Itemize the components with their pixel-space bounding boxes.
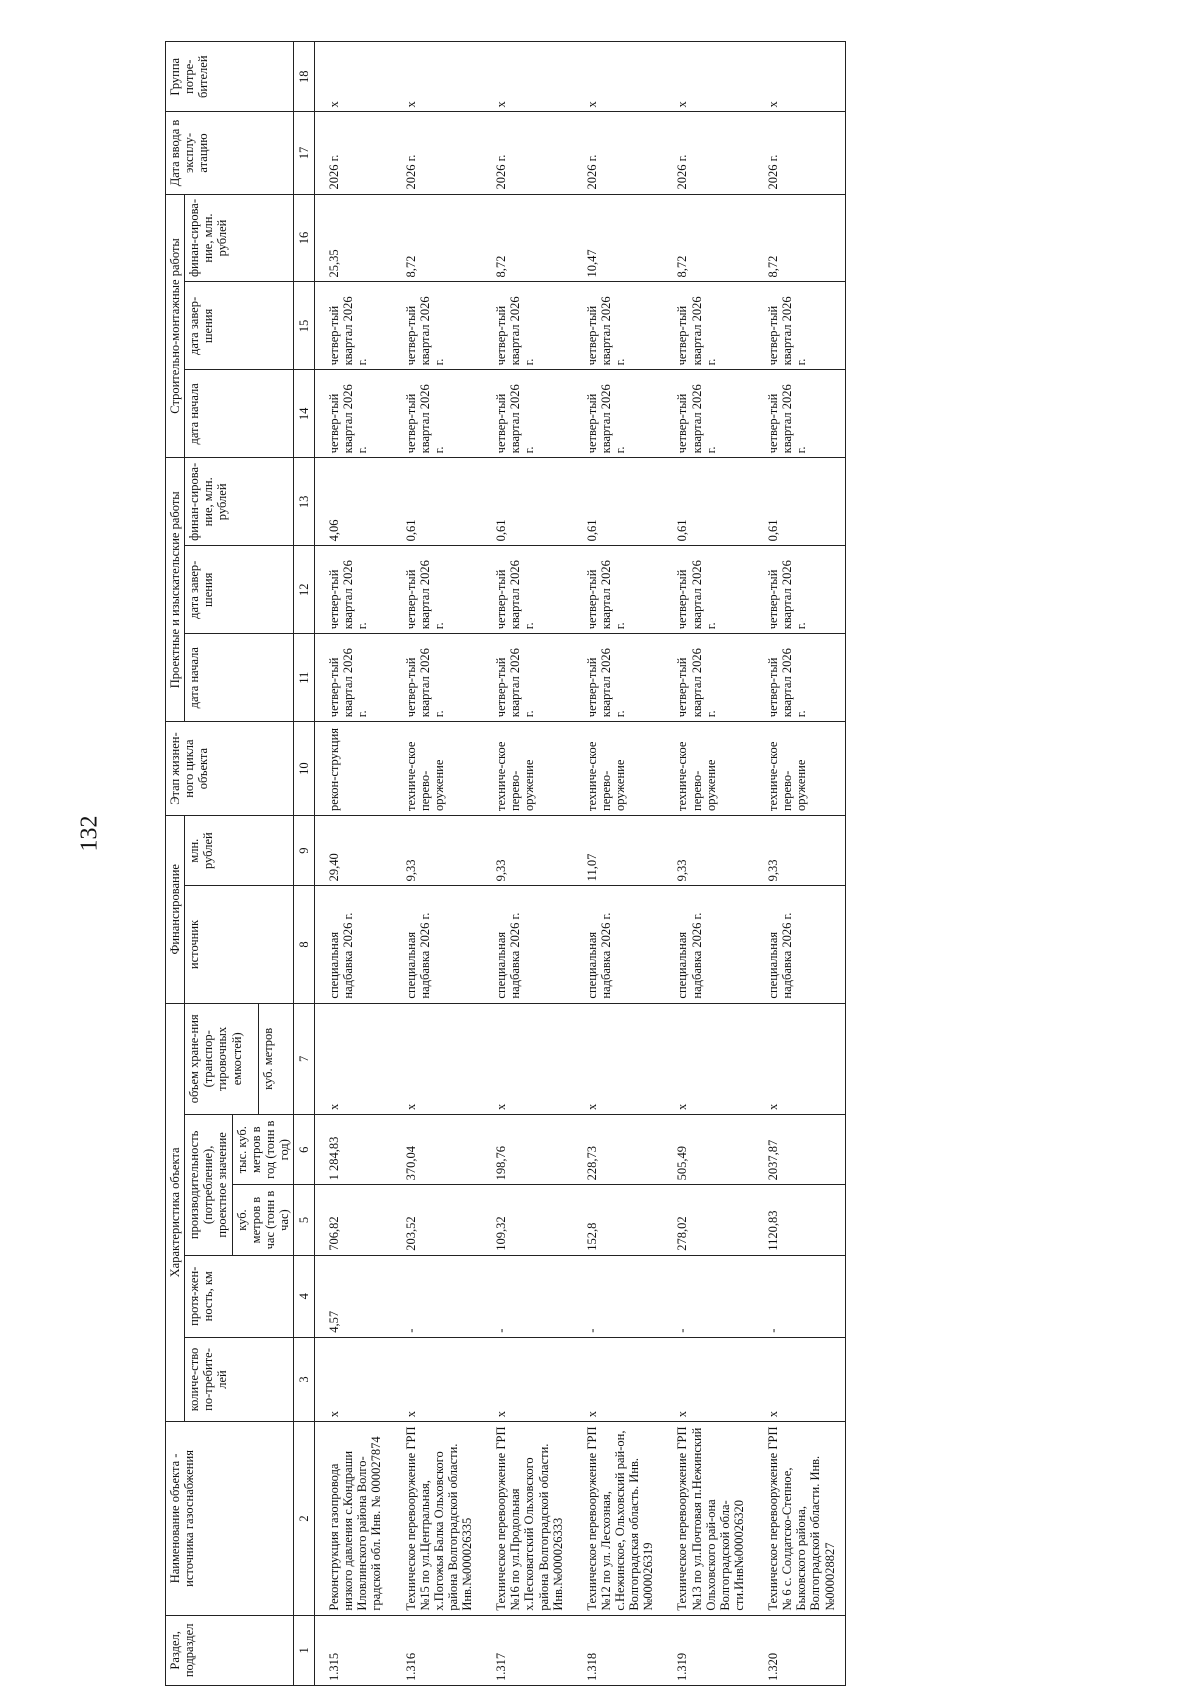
- column-number: 12: [294, 546, 315, 634]
- table-row: [573, 42, 664, 1686]
- consumers-count: х: [663, 1337, 754, 1421]
- column-number: 3: [294, 1337, 315, 1421]
- design-funding: 0,61: [573, 458, 664, 546]
- commissioning-date: 2026 г.: [392, 112, 483, 194]
- investment-program-table: [165, 41, 846, 1686]
- financing-amount: 9,33: [754, 815, 845, 885]
- length-km: -: [392, 1255, 483, 1337]
- lifecycle-stage: техниче-ское перево-оружение: [573, 722, 664, 816]
- financing-source: специальная надбавка 2026 г.: [482, 886, 573, 1003]
- header-design-funding: финан-сирова-ние, млн. рублей: [185, 458, 294, 546]
- financing-amount: 29,40: [315, 815, 392, 885]
- length-km: -: [754, 1255, 845, 1337]
- construction-end: четвер-тый квартал 2026 г.: [392, 282, 483, 370]
- design-end: четвер-тый квартал 2026 г.: [392, 546, 483, 634]
- header-construction-funding: финан-сирова-ние, млн. рублей: [185, 194, 294, 282]
- commissioning-date: 2026 г.: [573, 112, 664, 194]
- design-start: четвер-тый квартал 2026 г.: [315, 634, 392, 722]
- column-number: 8: [294, 886, 315, 1003]
- design-end: четвер-тый квартал 2026 г.: [315, 546, 392, 634]
- column-number: 11: [294, 634, 315, 722]
- column-number: 9: [294, 815, 315, 885]
- header-length: протя-жен-ность, км: [185, 1255, 294, 1337]
- storage-volume: х: [754, 1003, 845, 1114]
- capacity-per-hour: 152,8: [573, 1185, 664, 1255]
- storage-volume: х: [315, 1003, 392, 1114]
- construction-end: четвер-тый квартал 2026 г.: [754, 282, 845, 370]
- commissioning-date: 2026 г.: [754, 112, 845, 194]
- design-funding: 0,61: [754, 458, 845, 546]
- header-consumers-count: количе-ство по-требите-лей: [185, 1337, 294, 1421]
- table-row: [754, 42, 845, 1686]
- financing-source: специальная надбавка 2026 г.: [754, 886, 845, 1003]
- column-number-row: [294, 42, 315, 1686]
- column-number: 16: [294, 194, 315, 282]
- construction-start: четвер-тый квартал 2026 г.: [482, 370, 573, 458]
- design-start: четвер-тый квартал 2026 г.: [573, 634, 664, 722]
- column-number: 13: [294, 458, 315, 546]
- column-number: 6: [294, 1115, 315, 1185]
- column-number: 14: [294, 370, 315, 458]
- header-construction-end: дата завер-шения: [185, 282, 294, 370]
- header-capacity-hour: куб. метров в час (тонн в час): [232, 1185, 294, 1255]
- capacity-per-hour: 278,02: [663, 1185, 754, 1255]
- storage-volume: х: [392, 1003, 483, 1114]
- financing-source: специальная надбавка 2026 г.: [573, 886, 664, 1003]
- construction-start: четвер-тый квартал 2026 г.: [754, 370, 845, 458]
- header-section: Раздел, подраздел: [166, 1615, 294, 1685]
- object-name: Техническое перевооружение ГРП №16 по ул.Продольная х.Песковатский Ольховского района Волгоградской области. Инв.№000026333: [482, 1422, 573, 1615]
- construction-start: четвер-тый квартал 2026 г.: [573, 370, 664, 458]
- construction-end: четвер-тый квартал 2026 г.: [663, 282, 754, 370]
- capacity-per-year: 198,76: [482, 1115, 573, 1185]
- page-number: 132: [76, 815, 103, 852]
- header-construction-start: дата начала: [185, 370, 294, 458]
- financing-source: специальная надбавка 2026 г.: [315, 886, 392, 1003]
- construction-funding: 8,72: [754, 194, 845, 282]
- design-end: четвер-тый квартал 2026 г.: [482, 546, 573, 634]
- column-number: 2: [294, 1422, 315, 1615]
- length-km: -: [482, 1255, 573, 1337]
- length-km: -: [663, 1255, 754, 1337]
- table-row: [315, 42, 392, 1686]
- table-row: [482, 42, 573, 1686]
- construction-end: четвер-тый квартал 2026 г.: [482, 282, 573, 370]
- object-name: Техническое перевооружение ГРП №15 по ул.Центральная, х.Погожья Балка Ольховского района Волгоградской области. Инв.№000026335: [392, 1422, 483, 1615]
- row-id: 1.315: [315, 1615, 392, 1685]
- design-funding: 0,61: [392, 458, 483, 546]
- column-number: 10: [294, 722, 315, 816]
- consumer-group: х: [482, 42, 573, 112]
- consumer-group: х: [315, 42, 392, 112]
- header-design-end: дата завер-шения: [185, 546, 294, 634]
- lifecycle-stage: техниче-ское перево-оружение: [663, 722, 754, 816]
- design-funding: 0,61: [663, 458, 754, 546]
- consumer-group: х: [663, 42, 754, 112]
- design-end: четвер-тый квартал 2026 г.: [573, 546, 664, 634]
- header-construction: Строительно-монтажные работы: [166, 194, 185, 458]
- table-header: [166, 42, 315, 1686]
- construction-funding: 10,47: [573, 194, 664, 282]
- column-number: 18: [294, 42, 315, 112]
- capacity-per-hour: 203,52: [392, 1185, 483, 1255]
- construction-start: четвер-тый квартал 2026 г.: [663, 370, 754, 458]
- construction-start: четвер-тый квартал 2026 г.: [315, 370, 392, 458]
- construction-funding: 8,72: [663, 194, 754, 282]
- consumer-group: х: [573, 42, 664, 112]
- financing-amount: 9,33: [663, 815, 754, 885]
- header-characteristics: Характеристика объекта: [166, 1003, 185, 1422]
- length-km: 4,57: [315, 1255, 392, 1337]
- object-name: Техническое перевооружение ГРП №13 по ул.Почтовая п.Нежинский Ольховского рай-она Волгоградской обла-сти.Инв№000026320: [663, 1422, 754, 1615]
- financing-source: специальная надбавка 2026 г.: [392, 886, 483, 1003]
- storage-volume: х: [663, 1003, 754, 1114]
- financing-source: специальная надбавка 2026 г.: [663, 886, 754, 1003]
- rotated-table-wrapper: [165, 41, 1195, 1686]
- column-number: 4: [294, 1255, 315, 1337]
- object-name: Реконструкция газопровода низкого давления с.Кондраши Иловлинского района Волго-градской обл. Инв. № 000027874: [315, 1422, 392, 1615]
- construction-start: четвер-тый квартал 2026 г.: [392, 370, 483, 458]
- storage-volume: х: [482, 1003, 573, 1114]
- table-row: [392, 42, 483, 1686]
- consumers-count: х: [482, 1337, 573, 1421]
- design-start: четвер-тый квартал 2026 г.: [754, 634, 845, 722]
- consumers-count: х: [392, 1337, 483, 1421]
- design-end: четвер-тый квартал 2026 г.: [754, 546, 845, 634]
- consumers-count: х: [754, 1337, 845, 1421]
- column-number: 7: [294, 1003, 315, 1114]
- row-id: 1.316: [392, 1615, 483, 1685]
- capacity-per-year: 505,49: [663, 1115, 754, 1185]
- storage-volume: х: [573, 1003, 664, 1114]
- column-number: 5: [294, 1185, 315, 1255]
- column-number: 1: [294, 1615, 315, 1685]
- commissioning-date: 2026 г.: [315, 112, 392, 194]
- header-design: Проектные и изыскательские работы: [166, 458, 185, 722]
- header-storage: объем хране-ния (транспор-тировочных емкостей): [185, 1003, 259, 1114]
- header-name: Наименование объекта - источника газоснабжения: [166, 1422, 294, 1615]
- header-consumer-group: Группа потре-бителей: [166, 42, 294, 112]
- table-body: [315, 42, 846, 1686]
- capacity-per-year: 370,04: [392, 1115, 483, 1185]
- capacity-per-year: 228,73: [573, 1115, 664, 1185]
- design-start: четвер-тый квартал 2026 г.: [482, 634, 573, 722]
- design-start: четвер-тый квартал 2026 г.: [663, 634, 754, 722]
- construction-end: четвер-тый квартал 2026 г.: [315, 282, 392, 370]
- length-km: -: [573, 1255, 664, 1337]
- capacity-per-year: 2037,87: [754, 1115, 845, 1185]
- design-start: четвер-тый квартал 2026 г.: [392, 634, 483, 722]
- header-capacity: производительность (потребление), проектное значение: [185, 1115, 232, 1256]
- lifecycle-stage: техниче-ское перево-оружение: [754, 722, 845, 816]
- consumer-group: х: [754, 42, 845, 112]
- row-id: 1.319: [663, 1615, 754, 1685]
- header-financing: Финансирование: [166, 815, 185, 1003]
- construction-end: четвер-тый квартал 2026 г.: [573, 282, 664, 370]
- object-name: Техническое перевооружение ГРП №12 по ул. Лесхозная, с.Нежинское, Ольховский рай-он, Волгоградская область. Инв.№000026319: [573, 1422, 664, 1615]
- header-capacity-year: тыс. куб. метров в год (тонн в год): [232, 1115, 294, 1185]
- consumers-count: х: [315, 1337, 392, 1421]
- object-name: Техническое перевооружение ГРП № 6 с. Солдатско-Степное, Быковского района, Волгоградской области. Инв. №000028827: [754, 1422, 845, 1615]
- lifecycle-stage: техниче-ское перево-оружение: [392, 722, 483, 816]
- header-design-start: дата начала: [185, 634, 294, 722]
- row-id: 1.318: [573, 1615, 664, 1685]
- row-id: 1.317: [482, 1615, 573, 1685]
- table-row: [663, 42, 754, 1686]
- consumers-count: х: [573, 1337, 664, 1421]
- row-id: 1.320: [754, 1615, 845, 1685]
- design-funding: 4,06: [315, 458, 392, 546]
- design-funding: 0,61: [482, 458, 573, 546]
- construction-funding: 25,35: [315, 194, 392, 282]
- construction-funding: 8,72: [392, 194, 483, 282]
- lifecycle-stage: рекон-струкция: [315, 722, 392, 816]
- column-number: 17: [294, 112, 315, 194]
- construction-funding: 8,72: [482, 194, 573, 282]
- consumer-group: х: [392, 42, 483, 112]
- financing-amount: 9,33: [482, 815, 573, 885]
- header-million-rub: млн. рублей: [185, 815, 294, 885]
- header-commissioning: Дата ввода в эксплу-атацию: [166, 112, 294, 194]
- design-end: четвер-тый квартал 2026 г.: [663, 546, 754, 634]
- capacity-per-hour: 109,32: [482, 1185, 573, 1255]
- capacity-per-year: 1 284,83: [315, 1115, 392, 1185]
- capacity-per-hour: 706,82: [315, 1185, 392, 1255]
- financing-amount: 9,33: [392, 815, 483, 885]
- header-lifecycle: Этап жизнен-ного цикла объекта: [166, 722, 294, 816]
- commissioning-date: 2026 г.: [663, 112, 754, 194]
- lifecycle-stage: техниче-ское перево-оружение: [482, 722, 573, 816]
- commissioning-date: 2026 г.: [482, 112, 573, 194]
- header-storage-unit: куб. метров: [258, 1003, 293, 1114]
- column-number: 15: [294, 282, 315, 370]
- financing-amount: 11,07: [573, 815, 664, 885]
- header-source: источник: [185, 886, 294, 1003]
- capacity-per-hour: 1120,83: [754, 1185, 845, 1255]
